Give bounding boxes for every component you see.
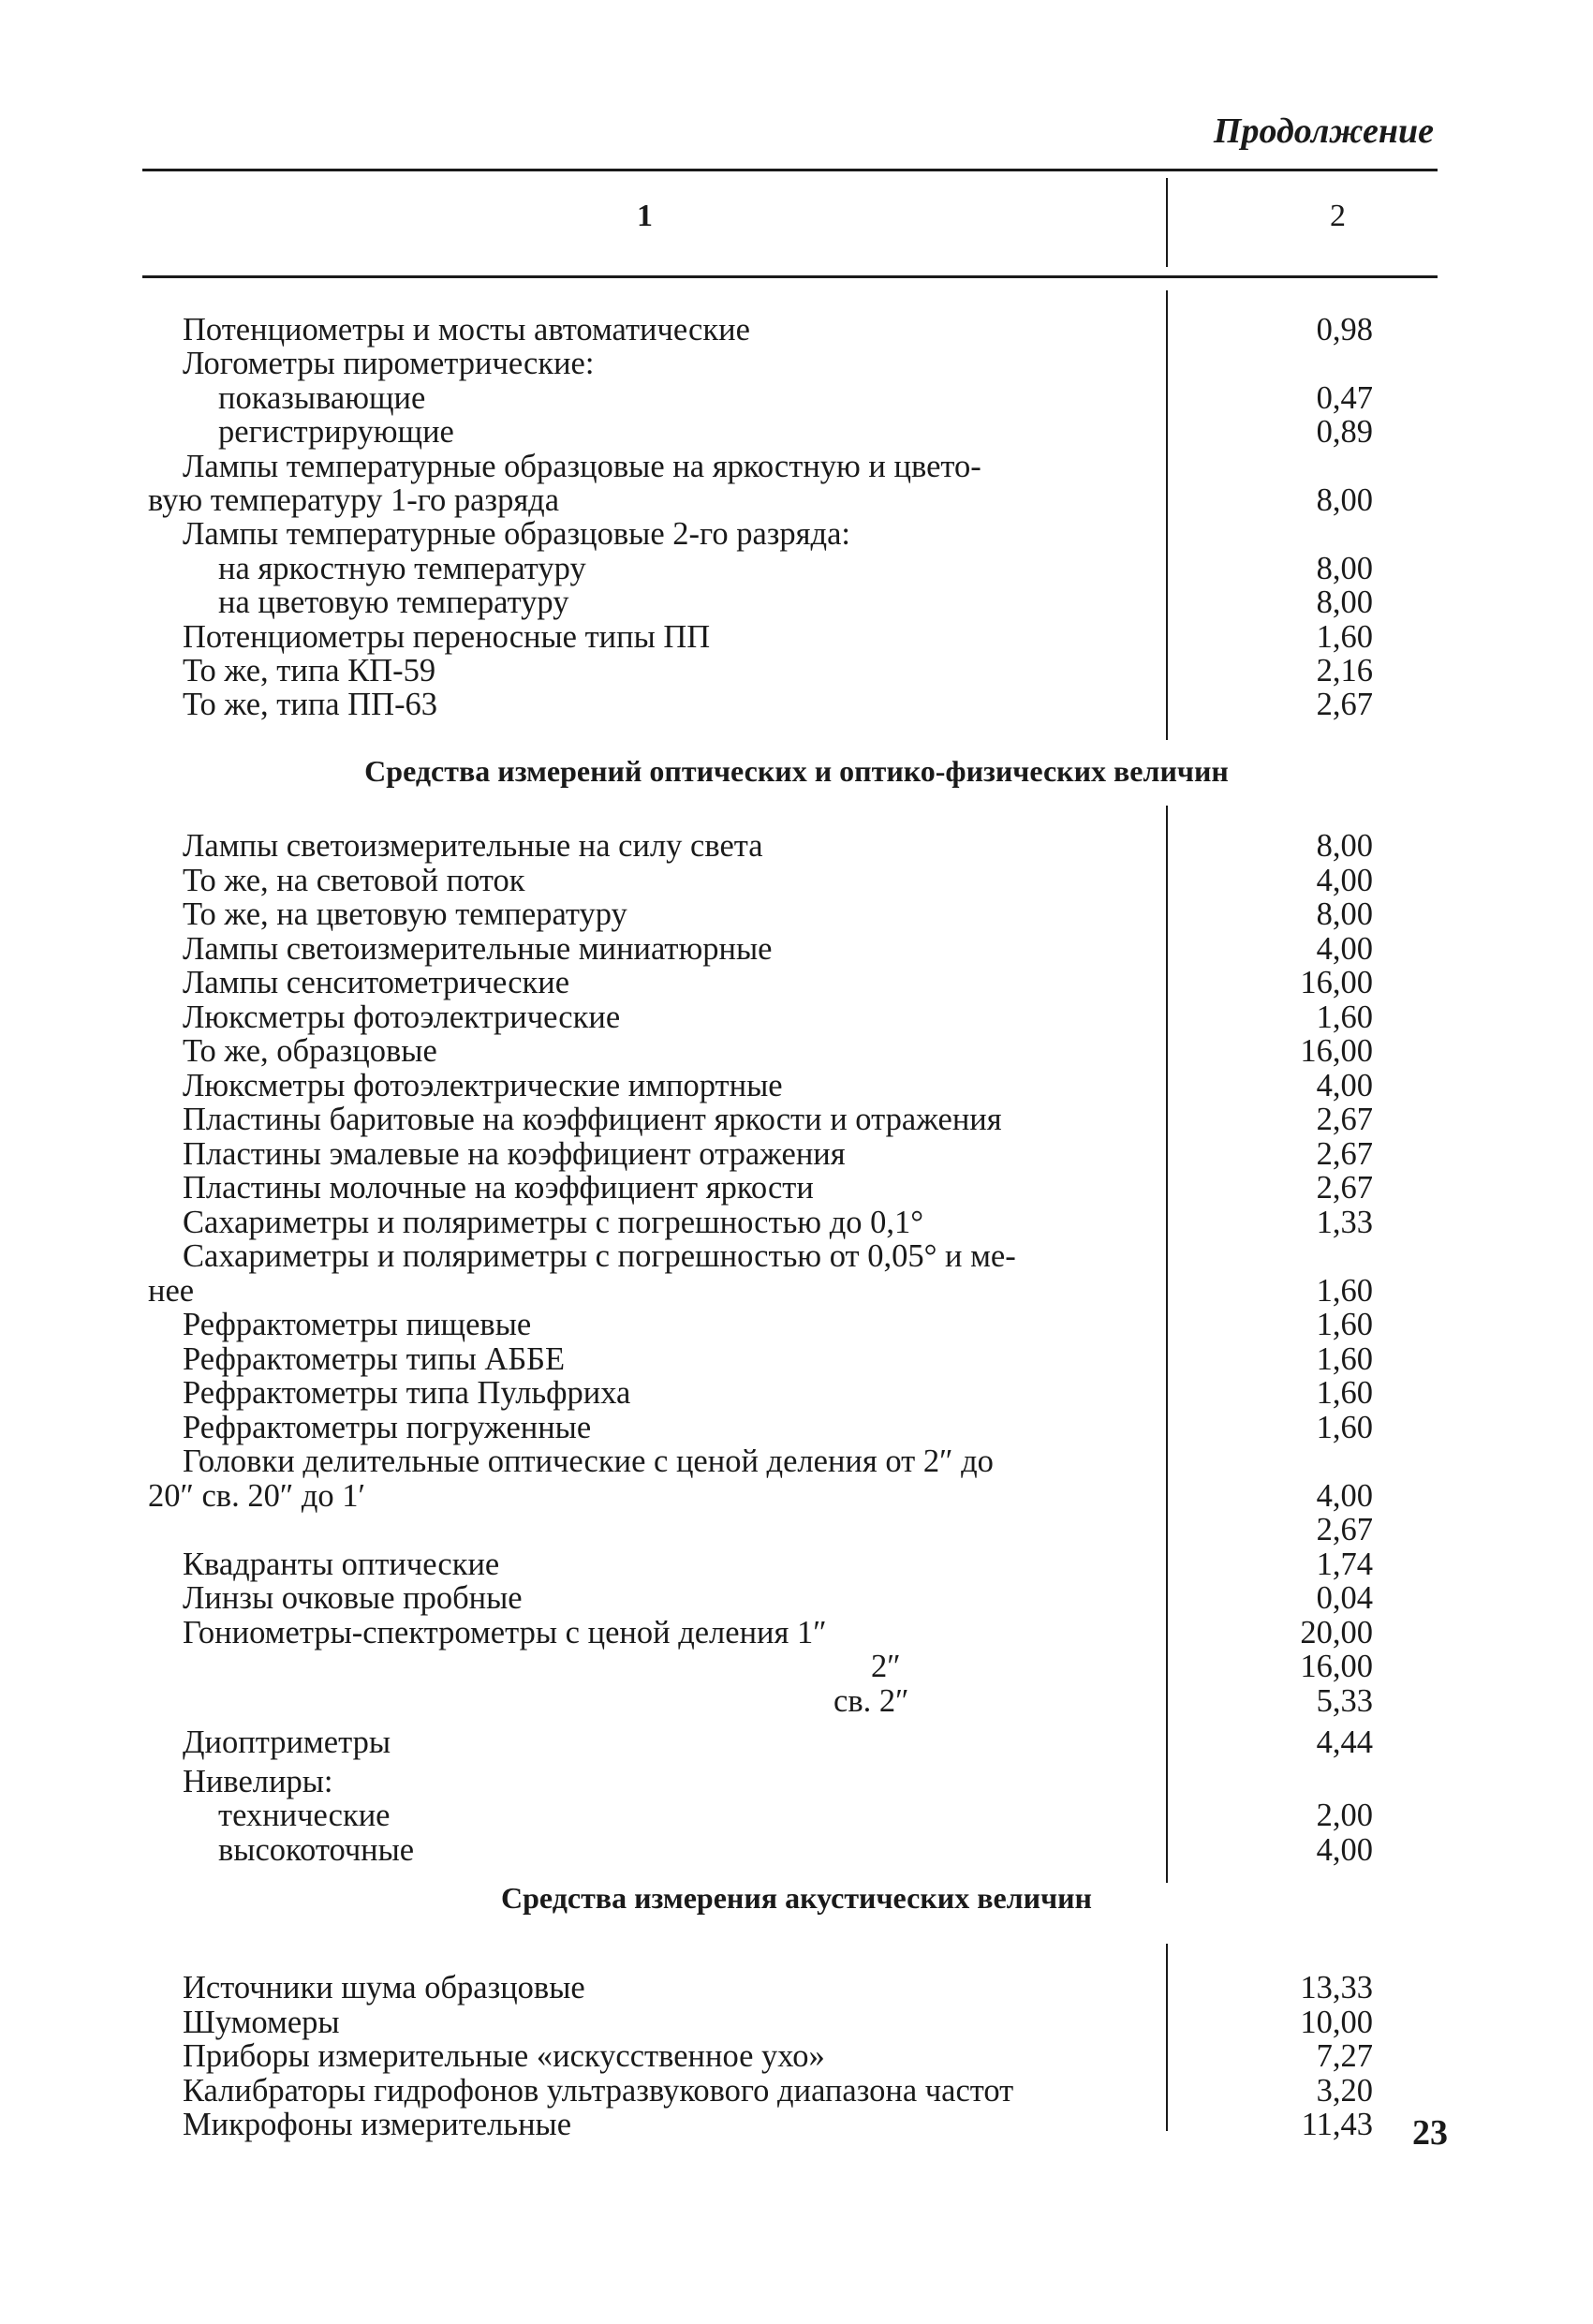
row-value: 2,67 — [1316, 1170, 1373, 1206]
row-label: регистрирующие — [218, 414, 454, 451]
row-value: 1,33 — [1316, 1204, 1373, 1240]
row-label: То же, образцовые — [183, 1033, 437, 1069]
table-row — [0, 652, 1593, 689]
row-label: То же, на цветовую температуру — [183, 896, 627, 932]
row-value: 2,67 — [1316, 1135, 1373, 1172]
table-row — [0, 964, 1593, 1001]
row-value: 4,00 — [1316, 1477, 1373, 1514]
table-row — [0, 311, 1593, 348]
row-label: высокоточные — [218, 1831, 415, 1868]
row-value: 20,00 — [1300, 1614, 1373, 1650]
table-row — [0, 1546, 1593, 1583]
table-row — [0, 1101, 1593, 1138]
row-label: Лампы температурные образцовые на яркостную и цвето- — [183, 448, 981, 484]
table-row — [0, 930, 1593, 968]
column-2-header: 2 — [1330, 199, 1346, 233]
table-row — [0, 345, 1593, 382]
row-value: 1,60 — [1316, 999, 1373, 1035]
section-title-acoustic: Средства измерения акустических величин — [501, 1881, 1092, 1915]
table-row — [0, 550, 1593, 587]
table-row — [0, 1340, 1593, 1378]
table-row — [0, 1579, 1593, 1617]
row-value: 2,00 — [1316, 1798, 1373, 1833]
row-value: 1,60 — [1316, 1272, 1373, 1309]
row-value: 1,60 — [1316, 1307, 1373, 1342]
row-label: св. 2″ — [833, 1682, 909, 1719]
row-label: Рефрактометры типы АББЕ — [183, 1340, 566, 1377]
row-label: вую температуру 1-го разряда — [148, 482, 560, 518]
column-separator — [1166, 178, 1168, 267]
table-row — [0, 896, 1593, 933]
table-row — [0, 1374, 1593, 1412]
row-label: на яркостную температуру — [218, 550, 586, 586]
row-label: То же, на световой поток — [183, 862, 525, 898]
section-title-optical: Средства измерений оптических и оптико-физических величин — [364, 754, 1229, 788]
row-label: Диоптриметры — [183, 1724, 391, 1760]
row-label: Люксметры фотоэлектрические импортные — [183, 1067, 783, 1103]
table-row — [0, 1306, 1593, 1343]
row-label: Микрофоны измерительные — [183, 2107, 572, 2142]
table-row — [0, 448, 1593, 485]
row-label: Источники шума образцовые — [183, 1970, 585, 2006]
row-label: Пластины эмалевые на коэффициент отражения — [183, 1135, 846, 1172]
row-value: 4,44 — [1316, 1724, 1373, 1760]
row-label: на цветовую температуру — [218, 585, 569, 621]
table-row — [0, 862, 1593, 899]
row-label: Сахариметры и поляриметры с погрешностью от 0,05° и ме- — [183, 1238, 1016, 1274]
row-label: Логометры пирометрические: — [183, 346, 595, 382]
row-label: Приборы измерительные «искусственное ухо» — [183, 2038, 825, 2074]
row-value: 16,00 — [1300, 1649, 1373, 1684]
row-label: Лампы температурные образцовые 2-го разряда: — [183, 516, 850, 553]
table-row — [0, 1724, 1593, 1761]
row-value: 11,43 — [1301, 2107, 1373, 2142]
row-label: Квадранты оптические — [183, 1546, 500, 1582]
row-label: Линзы очковые пробные — [183, 1580, 523, 1616]
table-row — [0, 1614, 1593, 1651]
table-row — [0, 1763, 1593, 1800]
row-value: 0,89 — [1316, 414, 1373, 451]
row-value: 16,00 — [1300, 1033, 1373, 1069]
row-value: 8,00 — [1316, 482, 1373, 518]
header-bottom-rule — [142, 275, 1438, 278]
row-value: 1,74 — [1316, 1546, 1373, 1582]
row-label: Шумомеры — [183, 2004, 340, 2040]
table-row — [0, 481, 1593, 519]
row-label: Пластины молочные на коэффициент яркости — [183, 1170, 814, 1206]
row-value: 4,00 — [1316, 930, 1373, 967]
row-label: технические — [218, 1798, 391, 1833]
row-label: Лампы светоизмерительные миниатюрные — [183, 930, 773, 967]
row-label: То же, типа ПП-63 — [183, 687, 438, 723]
row-label: Сахариметры и поляриметры с погрешностью до 0,1° — [183, 1204, 924, 1240]
row-value: 8,00 — [1316, 550, 1373, 586]
row-value: 2,67 — [1316, 1512, 1373, 1547]
row-label: Калибраторы гидрофонов ультразвукового диапазона частот — [183, 2072, 1014, 2109]
row-value: 0,04 — [1316, 1580, 1373, 1616]
row-value: 7,27 — [1316, 2038, 1373, 2074]
row-value: 2,67 — [1316, 687, 1373, 723]
row-value: 0,47 — [1316, 379, 1373, 416]
table-row — [0, 1067, 1593, 1104]
table-row — [0, 1204, 1593, 1241]
row-value: 2,67 — [1316, 1102, 1373, 1137]
page-number: 23 — [1412, 2113, 1448, 2153]
row-value: 1,60 — [1316, 1409, 1373, 1445]
table-row — [0, 1969, 1593, 2006]
row-value: 1,60 — [1316, 1340, 1373, 1377]
table-row — [0, 827, 1593, 865]
table-row — [0, 1237, 1593, 1275]
table-row — [0, 584, 1593, 621]
table-row — [0, 379, 1593, 417]
row-label: Рефрактометры пищевые — [183, 1307, 532, 1342]
table-row — [0, 1831, 1593, 1869]
table-row — [0, 618, 1593, 656]
table-row — [0, 2072, 1593, 2109]
table-row — [0, 999, 1593, 1036]
table-row — [0, 686, 1593, 723]
row-label: Потенциометры переносные типы ПП — [183, 618, 711, 655]
row-label: Гониометры-спектрометры с ценой деления 1″ — [183, 1614, 827, 1650]
row-value: 4,00 — [1316, 1831, 1373, 1868]
row-value: 1,60 — [1316, 618, 1373, 655]
row-value: 16,00 — [1300, 965, 1373, 1000]
row-label: Потенциометры и мосты автоматические — [183, 312, 750, 348]
table-row — [0, 2037, 1593, 2075]
table-row — [0, 1477, 1593, 1515]
row-label: Люксметры фотоэлектрические — [183, 999, 621, 1035]
table-top-rule — [142, 169, 1438, 171]
row-value: 4,00 — [1316, 862, 1373, 898]
row-value: 5,33 — [1316, 1682, 1373, 1719]
row-value: 1,60 — [1316, 1375, 1373, 1411]
table-row — [0, 1443, 1593, 1480]
table-row — [0, 515, 1593, 553]
table-row — [0, 1032, 1593, 1070]
row-value: 0,98 — [1316, 312, 1373, 348]
row-label: 2″ — [871, 1649, 901, 1684]
row-label: Нивелиры: — [183, 1763, 333, 1799]
row-value: 8,00 — [1316, 828, 1373, 864]
row-value: 4,00 — [1316, 1067, 1373, 1103]
table-row — [0, 1135, 1593, 1173]
row-label: Головки делительные оптические с ценой деления от 2″ до — [183, 1443, 994, 1479]
column-1-header: 1 — [637, 199, 653, 233]
table-row — [0, 2004, 1593, 2041]
table-row — [0, 1409, 1593, 1446]
row-label: Лампы сенситометрические — [183, 965, 570, 1000]
row-label: Рефрактометры погруженные — [183, 1409, 592, 1445]
table-row — [0, 1511, 1593, 1548]
row-value: 8,00 — [1316, 896, 1373, 932]
row-label: То же, типа КП-59 — [183, 653, 436, 688]
row-label: нее — [148, 1272, 195, 1309]
row-label: Рефрактометры типа Пульфриха — [183, 1375, 631, 1411]
row-value: 8,00 — [1316, 585, 1373, 621]
row-label: показывающие — [218, 379, 426, 416]
row-value: 10,00 — [1300, 2004, 1373, 2040]
row-label: 20″ св. 20″ до 1′ — [148, 1477, 366, 1514]
table-row — [0, 413, 1593, 451]
table-row — [0, 1169, 1593, 1206]
table-row — [0, 1797, 1593, 1834]
row-value: 3,20 — [1316, 2072, 1373, 2109]
continuation-label: Продолжение — [1213, 111, 1434, 151]
row-value: 2,16 — [1316, 653, 1373, 688]
row-label: Лампы светоизмерительные на силу света — [183, 828, 763, 864]
row-value: 13,33 — [1300, 1970, 1373, 2006]
table-row — [0, 1682, 1593, 1720]
table-row — [0, 1272, 1593, 1310]
row-label: Пластины баритовые на коэффициент яркости и отражения — [183, 1102, 1002, 1137]
table-row — [0, 1648, 1593, 1685]
table-row — [0, 2106, 1593, 2143]
